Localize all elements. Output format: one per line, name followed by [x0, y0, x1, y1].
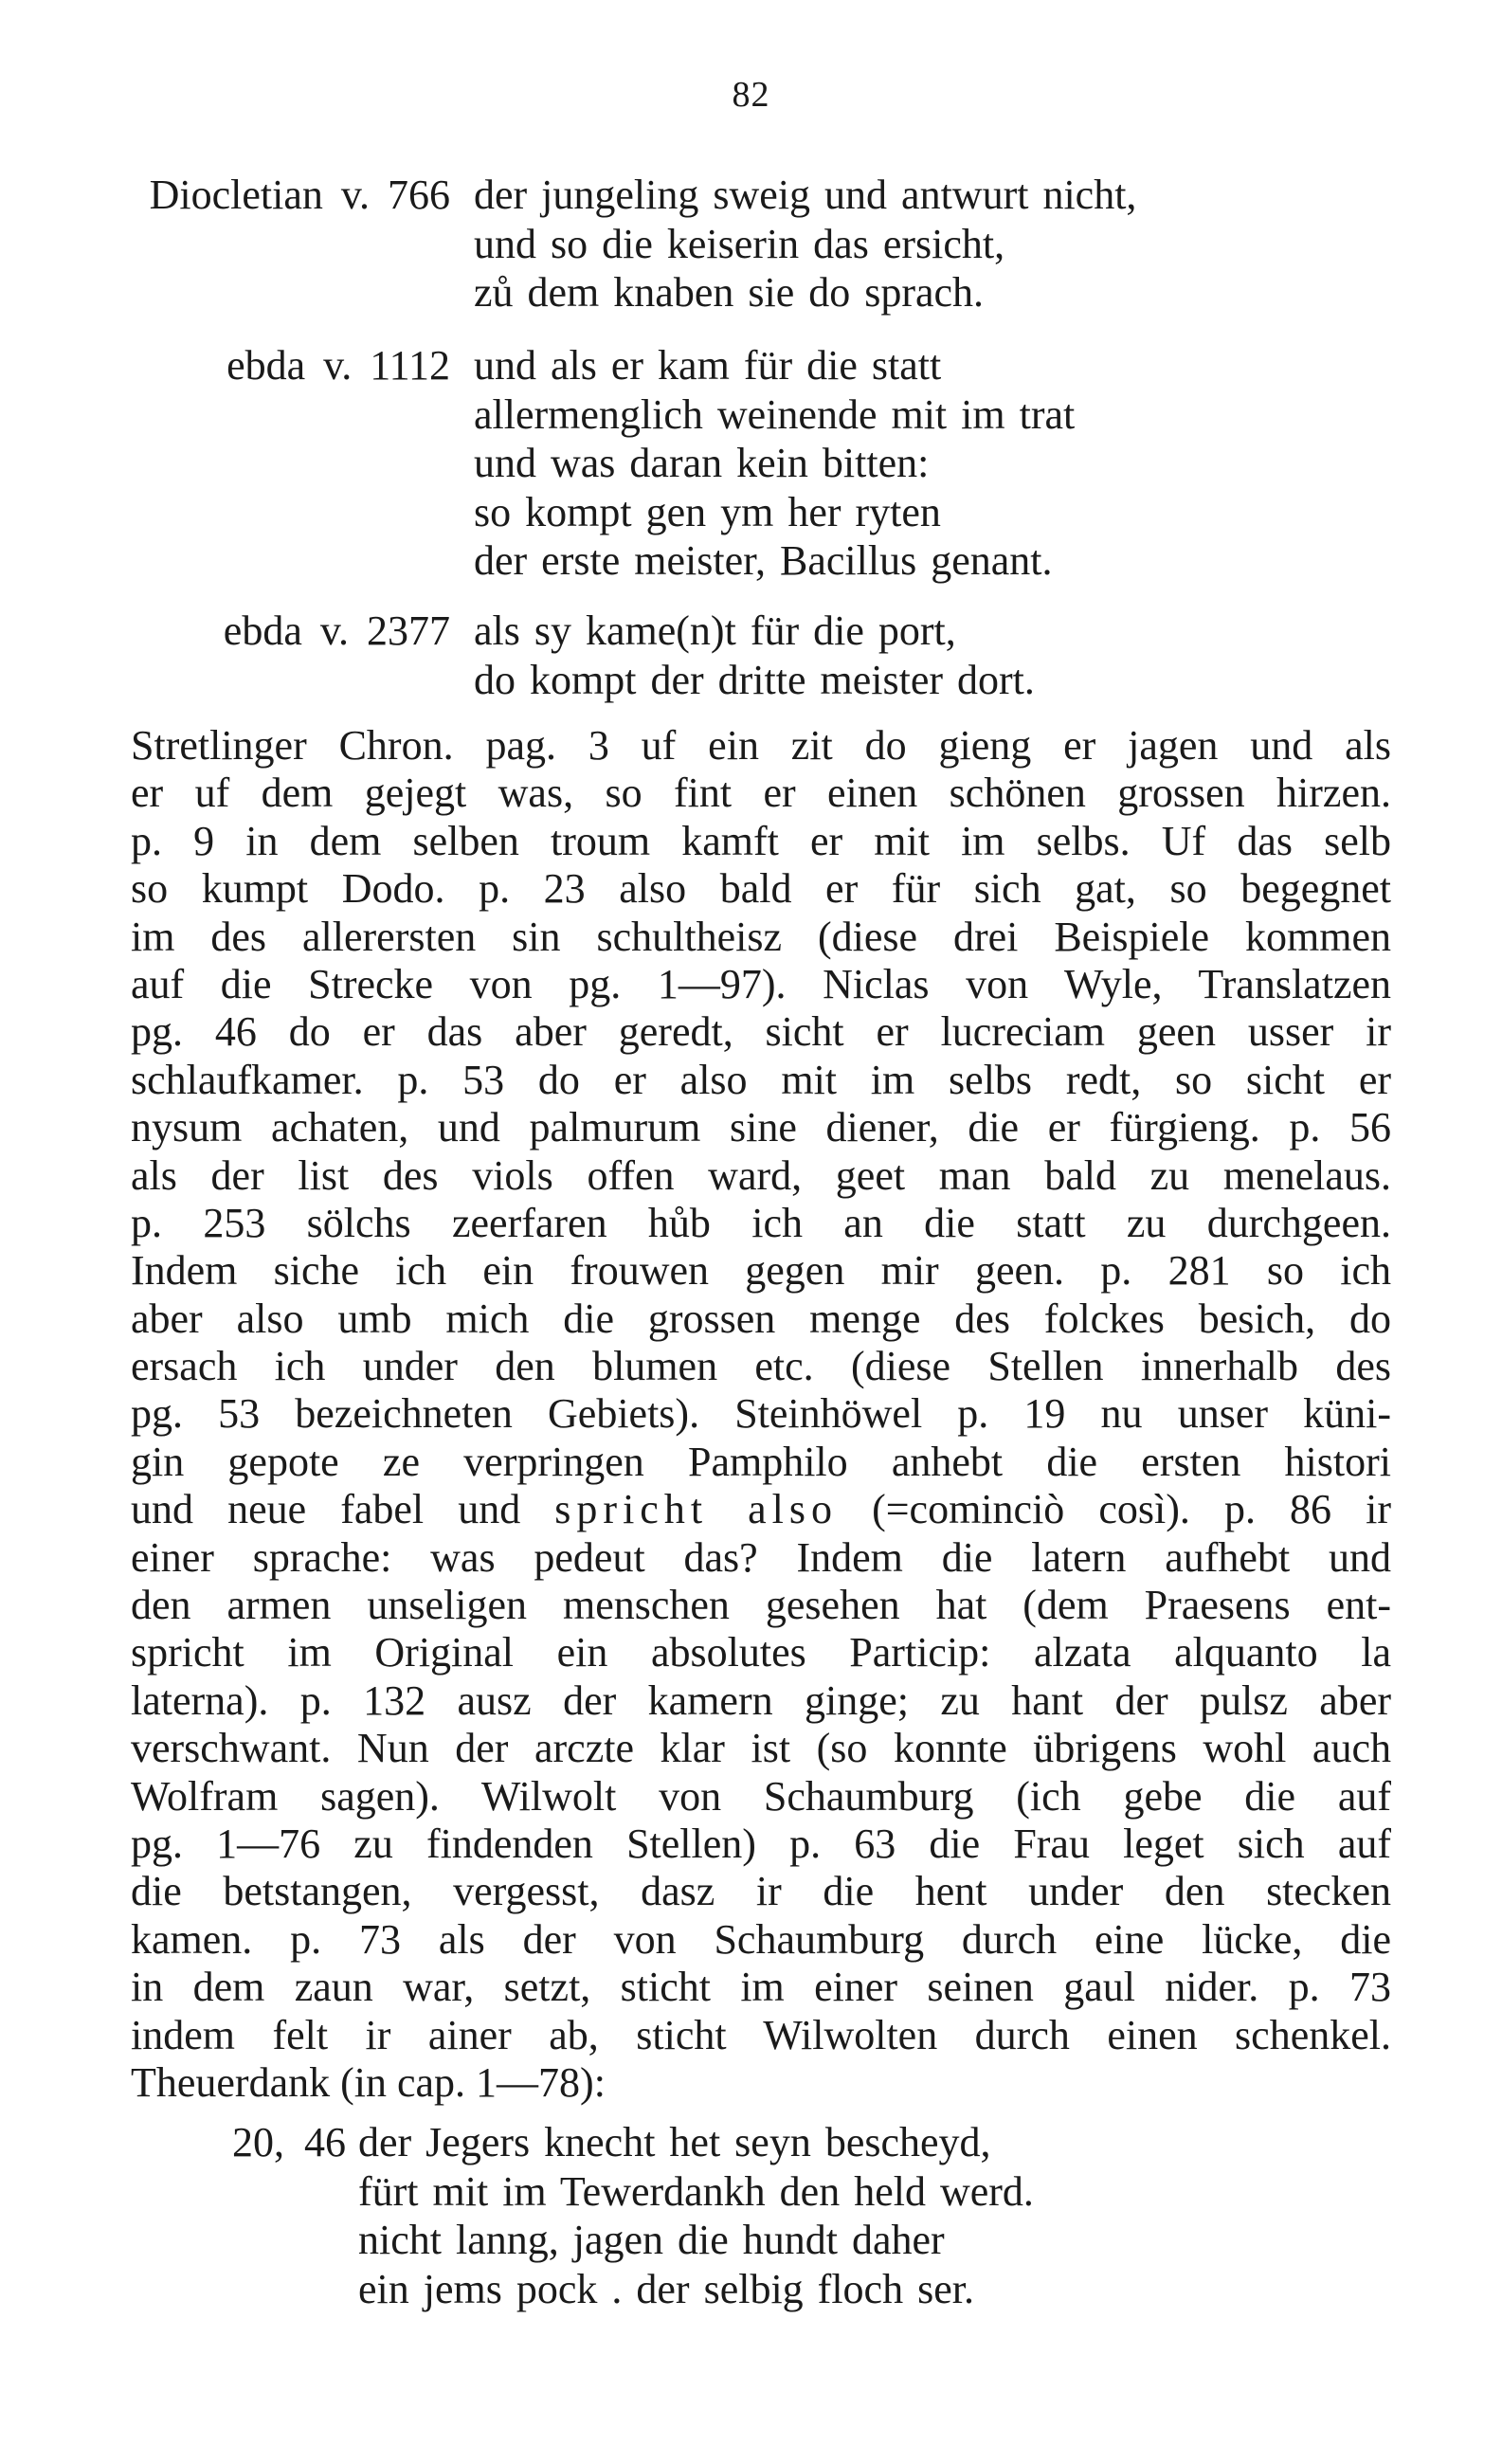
- verse-line: als sy kame(n)t für die port,: [474, 607, 956, 654]
- prose-line: nysum achaten, und palmurum sine diener, die er fürgieng. p. 56: [131, 1104, 1391, 1151]
- citation-reference: ebda v. 2377: [223, 607, 450, 654]
- citation-reference: Diocletian v. 766: [149, 172, 450, 218]
- verse-line: der jungeling sweig und antwurt nicht,: [474, 172, 1137, 218]
- prose-line: die betstangen, vergesst, dasz ir die hent under den stecken: [131, 1868, 1391, 1915]
- prose-line: auf die Strecke von pg. 1—97). Niclas von Wyle, Translatzen: [131, 960, 1391, 1007]
- verse-line: der erste meister, Bacillus genant.: [474, 537, 1053, 584]
- verse-block: [474, 341, 1075, 586]
- verse-line: nicht lanng, jagen die hundt daher: [358, 2217, 945, 2263]
- prose-line: Wolfram sagen). Wilwolt von Schaumburg (ich gebe die auf: [131, 1772, 1391, 1820]
- page-number: 82: [732, 75, 770, 115]
- prose-line: pg. 46 do er das aber geredt, sicht er lucreciam geen usser ir: [131, 1008, 1391, 1056]
- prose-line: schlaufkamer. p. 53 do er also mit im selbs redt, so sicht er: [131, 1056, 1391, 1103]
- verse-block: [474, 607, 1035, 704]
- prose-line: als der list des viols offen ward, geet man bald zu menelaus.: [131, 1151, 1391, 1199]
- verse-line: so kompt gen ym her ryten: [474, 488, 941, 535]
- verse-line: und was daran kein bitten:: [474, 440, 930, 486]
- prose-line: aber also umb mich die grossen menge des folckes besich, do: [131, 1295, 1391, 1342]
- prose-line: pg. 1—76 zu findenden Stellen) p. 63 die Frau leget sich auf: [131, 1820, 1391, 1867]
- prose-line: er uf dem gejegt was, so fint er einen schönen grossen hirzen.: [131, 770, 1391, 817]
- verse-line: und als er kam für die statt: [474, 342, 942, 389]
- verse-block: [358, 2118, 1034, 2313]
- prose-line: Indem siche ich ein frouwen gegen mir geen. p. 281 so ich: [131, 1247, 1391, 1295]
- prose-line: ersach ich under den blumen etc. (diese Stellen innerhalb des: [131, 1343, 1391, 1390]
- prose-line: pg. 53 bezeichneten Gebiets). Steinhöwel p. 19 nu unser küni-: [131, 1390, 1391, 1438]
- verse-line: ein jems pock . der selbig floch ser.: [358, 2265, 974, 2312]
- citation-reference: ebda v. 1112: [226, 342, 450, 389]
- prose-line: kamen. p. 73 als der von Schaumburg durch eine lücke, die: [131, 1915, 1391, 1963]
- prose-line: und neue fabel und spricht also (=cominciò così). p. 86 ir: [131, 1486, 1391, 1533]
- prose-line: in dem zaun war, setzt, sticht im einer seinen gaul nider. p. 73: [131, 1964, 1391, 2011]
- prose-line: spricht im Original ein absolutes Particip: alzata alquanto la: [131, 1629, 1391, 1676]
- spaced-emphasis: spricht also: [554, 1486, 839, 1533]
- prose-line: p. 9 in dem selben troum kamft er mit im selbs. Uf das selb: [131, 817, 1391, 864]
- prose-line: Stretlinger Chron. pag. 3 uf ein zit do gieng er jagen und als: [131, 722, 1391, 769]
- verse-line: und so die keiserin das ersicht,: [474, 220, 1005, 267]
- prose-line: verschwant. Nun der arczte klar ist (so konnte übrigens wohl auch: [131, 1725, 1391, 1772]
- prose-line: gin gepote ze verpringen Pamphilo anhebt die ersten histori: [131, 1438, 1391, 1485]
- prose-line: so kumpt Dodo. p. 23 also bald er für sich gat, so begegnet: [131, 865, 1391, 913]
- prose-line: indem felt ir ainer ab, sticht Wilwolten durch einen schenkel.: [131, 2011, 1391, 2058]
- prose-line: p. 253 sölchs zeerfaren hůb ich an die statt zu durchgeen.: [131, 1199, 1391, 1246]
- verse-line: der Jegers knecht het seyn bescheyd,: [358, 2119, 991, 2165]
- prose-line: im des allerersten sin schultheisz (diese drei Beispiele kommen: [131, 913, 1391, 960]
- verse-line: fürt mit im Tewerdankh den held werd.: [358, 2167, 1034, 2215]
- verse-line: zů dem knaben sie do sprach.: [474, 269, 985, 316]
- verse-line: do kompt der dritte meister dort.: [474, 656, 1035, 703]
- prose-paragraph: [131, 722, 1391, 2107]
- verse-block: [474, 171, 1136, 317]
- prose-line: Theuerdank (in cap. 1—78):: [131, 2058, 606, 2106]
- verse-line: allermenglich weinende mit im trat: [474, 390, 1076, 438]
- citation-reference: 20, 46: [232, 2119, 346, 2165]
- prose-line: laterna). p. 132 ausz der kamern ginge; zu hant der pulsz aber: [131, 1676, 1391, 1724]
- prose-line: den armen unseligen menschen gesehen hat (dem Praesens ent-: [131, 1582, 1391, 1629]
- prose-line: einer sprache: was pedeut das? Indem die latern aufhebt und: [131, 1533, 1391, 1581]
